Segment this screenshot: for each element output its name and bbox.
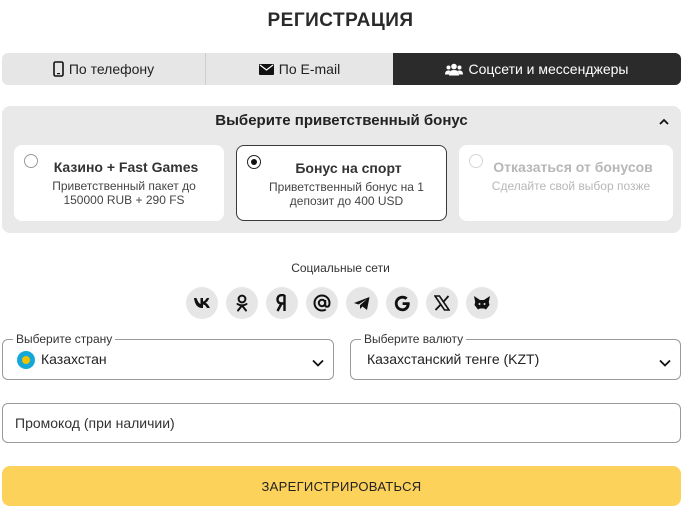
- bonus-option-title: Отказаться от бонусов: [493, 159, 653, 175]
- envelope-icon: [259, 64, 274, 75]
- registration-method-tabs: [2, 53, 681, 85]
- country-select[interactable]: [2, 332, 334, 380]
- telegram-icon[interactable]: [346, 287, 378, 319]
- chevron-down-icon: [311, 355, 325, 365]
- tab-phone[interactable]: [2, 53, 205, 85]
- phone-icon: [53, 61, 64, 77]
- page-title: РЕГИСТРАЦИЯ: [267, 10, 414, 31]
- bonus-option-title: Казино + Fast Games: [53, 159, 199, 175]
- yandex-icon[interactable]: [266, 287, 298, 319]
- bonus-option-desc: Приветственный бонус на 1 депозит до 400 USD: [269, 180, 424, 208]
- currency-select-label: Выберите валюту: [361, 332, 466, 346]
- promo-code-field[interactable]: [2, 403, 681, 443]
- bonus-option-desc: Приветственный пакет до 150000 RUB + 290 FS: [52, 179, 196, 207]
- metamask-icon[interactable]: [466, 287, 498, 319]
- promo-code-input[interactable]: [3, 404, 680, 442]
- vk-icon[interactable]: [186, 287, 218, 319]
- social-networks-label: Социальные сети: [291, 261, 390, 275]
- social-login-buttons: [186, 287, 498, 319]
- tab-social-label: Соцсети и мессенджеры: [468, 61, 629, 77]
- google-icon[interactable]: [386, 287, 418, 319]
- country-select-label: Выберите страну: [13, 332, 115, 346]
- bonus-option-sport[interactable]: [236, 145, 447, 221]
- tab-social[interactable]: [393, 53, 681, 85]
- kazakhstan-flag-icon: [17, 351, 35, 369]
- bonus-option-desc: Сделайте свой выбор позже: [491, 179, 651, 193]
- mail-icon[interactable]: [306, 287, 338, 319]
- welcome-bonus-panel: [2, 106, 681, 233]
- tab-phone-label: По телефону: [68, 61, 155, 77]
- chevron-down-icon: [658, 355, 672, 365]
- tab-email-label: По E-mail: [278, 61, 341, 77]
- odnoklassniki-icon[interactable]: [226, 287, 258, 319]
- currency-select-value: Казахстанский тенге (KZT): [367, 351, 540, 367]
- currency-select[interactable]: [350, 332, 681, 380]
- tab-email[interactable]: [205, 53, 393, 85]
- register-button[interactable]: ЗАРЕГИСТРИРОВАТЬСЯ: [2, 466, 681, 506]
- bonus-heading: Выберите приветственный бонус: [215, 112, 468, 129]
- country-select-value: Казахстан: [41, 351, 107, 367]
- bonus-option-decline[interactable]: [459, 145, 673, 221]
- chevron-up-icon[interactable]: [657, 115, 671, 127]
- users-icon: [445, 63, 463, 76]
- bonus-option-casino[interactable]: [14, 145, 224, 221]
- x-twitter-icon[interactable]: [426, 287, 458, 319]
- bonus-option-title: Бонус на спорт: [295, 160, 402, 176]
